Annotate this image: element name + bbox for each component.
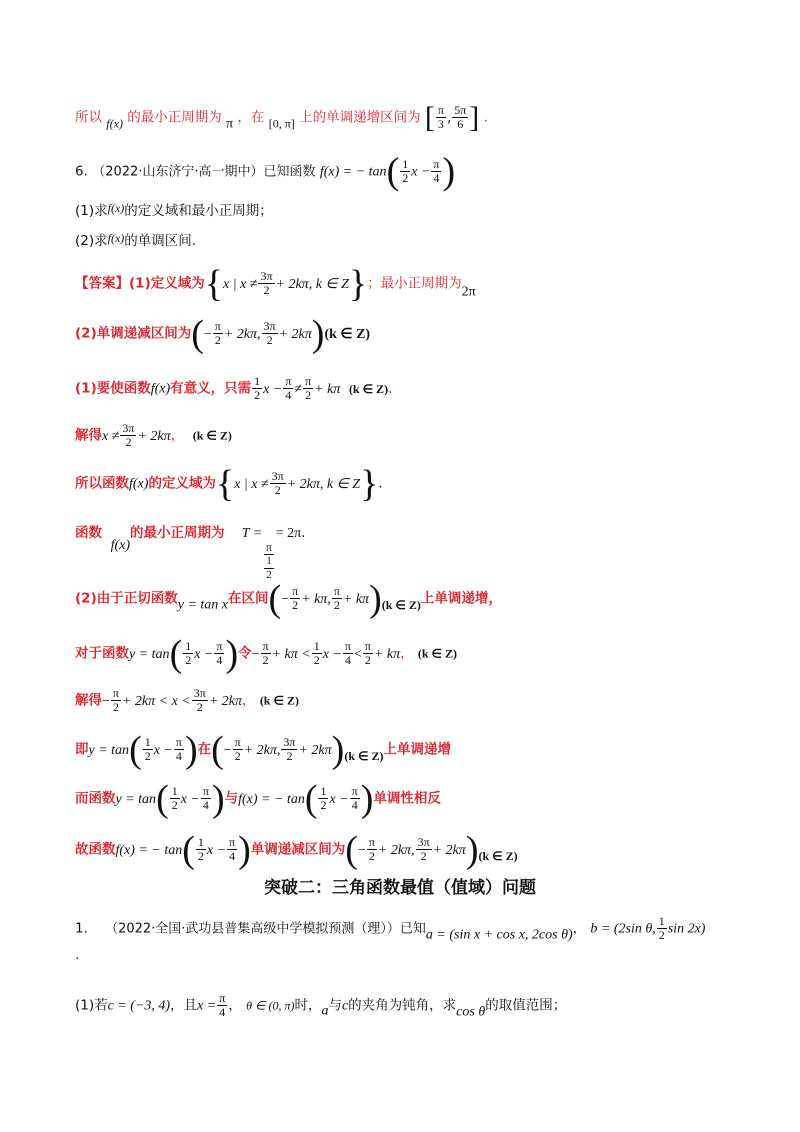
text: ， bbox=[170, 427, 185, 444]
math: f(x) = − tan bbox=[115, 842, 183, 858]
num: 3π bbox=[417, 835, 430, 849]
num: π bbox=[265, 540, 272, 554]
math-fx: f(x) bbox=[107, 201, 125, 215]
num: 1 bbox=[313, 639, 320, 653]
math-period: 2π bbox=[461, 284, 476, 300]
math: + kπ bbox=[342, 591, 370, 607]
num: π bbox=[437, 103, 444, 117]
text: 在区间 bbox=[228, 590, 269, 607]
text: . bbox=[301, 525, 306, 541]
math: (k ∈ Z) bbox=[478, 848, 518, 863]
num: π bbox=[344, 639, 351, 653]
text: ，且 bbox=[170, 997, 198, 1014]
math: y = tan bbox=[88, 742, 130, 758]
question-source: （2022·山东济宁·高一期中）已知函数 bbox=[92, 164, 316, 180]
num: π bbox=[262, 639, 269, 653]
text: 在 bbox=[197, 741, 212, 758]
text: (1)若 bbox=[75, 997, 108, 1014]
question-1-part-1 bbox=[75, 992, 566, 1023]
den: 2 bbox=[368, 849, 375, 863]
math: x − bbox=[322, 646, 342, 662]
line-period-summary bbox=[75, 100, 488, 135]
text: 上单调递增， bbox=[420, 590, 502, 607]
den: 2 bbox=[333, 598, 340, 612]
math-fx: f(x) bbox=[129, 476, 149, 492]
text: 故函数 bbox=[75, 841, 116, 858]
math: x − bbox=[263, 381, 283, 397]
math: − bbox=[203, 326, 212, 342]
num: 1 bbox=[185, 639, 192, 653]
math: + 2kπ < x < bbox=[121, 693, 191, 709]
question-1-dot bbox=[75, 945, 79, 965]
num: π bbox=[292, 584, 299, 598]
num: 1 bbox=[171, 784, 178, 798]
math: x − bbox=[329, 791, 349, 807]
text: . bbox=[75, 947, 80, 963]
math: − bbox=[251, 646, 260, 662]
num: π bbox=[364, 639, 371, 653]
num: 3π bbox=[283, 735, 296, 749]
den: 2 bbox=[185, 653, 192, 667]
num: 3π bbox=[263, 319, 276, 333]
num: 1 bbox=[266, 555, 272, 567]
den: 3 bbox=[437, 117, 444, 131]
den: 2 bbox=[313, 653, 320, 667]
text: 与 bbox=[224, 790, 239, 807]
question-1 bbox=[75, 915, 705, 946]
text: 的取值范围； bbox=[485, 997, 567, 1014]
answer-tag: 【答案】 bbox=[75, 275, 129, 292]
math: ≠ bbox=[294, 381, 303, 397]
text: (1)定义域为 bbox=[129, 275, 205, 292]
den: 4 bbox=[219, 1005, 226, 1019]
question-6-part-1 bbox=[75, 198, 273, 221]
num: 1 bbox=[144, 735, 151, 749]
den: 2 bbox=[144, 749, 151, 763]
num: π bbox=[219, 991, 226, 1005]
text: . bbox=[378, 475, 383, 492]
math-interval: [0, π] bbox=[268, 116, 295, 131]
text: 所以函数 bbox=[75, 475, 129, 492]
solution-line-1 bbox=[75, 375, 402, 402]
math: − bbox=[102, 693, 110, 709]
math: sin 2x) bbox=[667, 921, 706, 937]
question-source: （2022·全国·武功县普集高级中学模拟预测（理））已知 bbox=[105, 921, 426, 937]
text: 的单调区间. bbox=[124, 233, 197, 249]
section-heading: 突破二：三角函数最值（值域）问题 bbox=[264, 878, 536, 898]
text: 时， bbox=[294, 997, 322, 1014]
answer-line-1: 【答案】(1)定义域为{x | x ≠ $\frac{3\pi}{2}$ + 2kπ, k ∈ Z}；最小正周期为2π bbox=[75, 262, 476, 305]
den: 2 bbox=[658, 928, 665, 942]
den: 2 bbox=[254, 388, 261, 402]
math: + 2kπ, bbox=[377, 842, 415, 858]
math: + 2kπ bbox=[208, 693, 243, 709]
den: 2 bbox=[402, 171, 409, 185]
num: π bbox=[175, 735, 182, 749]
math-fx: f(x) bbox=[150, 381, 171, 397]
den: 4 bbox=[175, 749, 182, 763]
num: π bbox=[216, 639, 223, 653]
math: + kπ bbox=[373, 646, 401, 662]
den: 6 bbox=[457, 117, 464, 131]
num: π bbox=[214, 319, 221, 333]
num: 1 bbox=[658, 914, 665, 928]
text: ， bbox=[388, 380, 402, 397]
math: + kπ bbox=[314, 381, 341, 397]
solution-line-9: 而函数y = tan( $\frac{1}{2}$ x − $\frac{\pi}{4}$ )与f(x) = − tan( $\frac{1}{2}$ x − $\frac{\pi}{4}$ )单调性相反 bbox=[75, 777, 441, 820]
math: x | x ≠ bbox=[222, 276, 258, 292]
den: 2 bbox=[112, 700, 119, 714]
math: x − bbox=[206, 842, 227, 858]
den: 2 bbox=[171, 798, 178, 812]
math: y = tan bbox=[115, 791, 157, 807]
den: 2 bbox=[364, 653, 371, 667]
text: ，在 bbox=[237, 109, 265, 126]
den: 2 bbox=[274, 483, 281, 497]
den: 4 bbox=[351, 798, 358, 812]
text: . bbox=[483, 109, 488, 126]
math-pi: π bbox=[226, 116, 234, 132]
solution-line-7 bbox=[75, 687, 299, 714]
den: 4 bbox=[229, 849, 236, 863]
math: − bbox=[223, 742, 232, 758]
math: (k ∈ Z) bbox=[417, 646, 458, 661]
math: (k ∈ Z) bbox=[381, 597, 421, 612]
text: 上单调递增 bbox=[383, 741, 451, 758]
text: ， bbox=[400, 645, 414, 662]
text: (2)求 bbox=[75, 233, 108, 249]
num: π bbox=[351, 784, 358, 798]
den: 4 bbox=[216, 653, 223, 667]
text: 有意义，只需 bbox=[170, 380, 252, 397]
text: 单调性相反 bbox=[373, 790, 441, 807]
math-lhs: f(x) = − tan bbox=[319, 164, 387, 180]
solution-line-4 bbox=[75, 523, 305, 582]
den: 2 bbox=[292, 598, 299, 612]
math: + 2kπ bbox=[432, 842, 466, 858]
math: x − bbox=[180, 791, 200, 807]
math: x − bbox=[194, 646, 214, 662]
question-6: 6. （2022·山东济宁·高一期中）已知函数 f(x) = − tan( $\frac{1}{2}$ x − $\frac{\pi}{4}$ ) bbox=[75, 150, 456, 193]
den: 2 bbox=[286, 749, 293, 763]
num: π bbox=[112, 686, 119, 700]
math-vector-c: c = (−3, 4) bbox=[107, 998, 171, 1014]
text: 的夹角为钝角，求 bbox=[348, 997, 457, 1014]
num: π bbox=[202, 784, 209, 798]
text: (2)单调递减区间为 bbox=[75, 325, 192, 342]
math: + 2kπ, bbox=[223, 326, 261, 342]
math: x − bbox=[153, 742, 173, 758]
num: 1 bbox=[254, 374, 261, 388]
num: 1 bbox=[320, 784, 327, 798]
text: 所以 bbox=[75, 109, 102, 126]
den: 4 bbox=[285, 388, 292, 402]
text: 上的单调递增区间为 bbox=[299, 109, 421, 126]
solution-line-8: 即y = tan( $\frac{1}{2}$ x − $\frac{\pi}{4}$ )在(− $\frac{\pi}{2}$ + 2kπ, $\frac{3\pi}{2}$ + 2kπ)(k ∈ Z)上单调递增 bbox=[75, 728, 451, 771]
den: 2 bbox=[196, 700, 203, 714]
text: ， bbox=[228, 997, 242, 1014]
text: 令 bbox=[238, 645, 252, 662]
den: 2 bbox=[125, 435, 132, 449]
math: + 2kπ bbox=[137, 428, 171, 444]
text: 的最小正周期为 bbox=[127, 109, 222, 126]
math-vector-b: b = (2sin θ, bbox=[590, 921, 656, 937]
num: π bbox=[229, 835, 236, 849]
math: (k ∈ Z) bbox=[344, 748, 384, 763]
den: 2 bbox=[197, 849, 204, 863]
num: π bbox=[368, 835, 375, 849]
den: 2 bbox=[214, 333, 221, 347]
den: 2 bbox=[320, 798, 327, 812]
text: 的定义域为 bbox=[148, 475, 216, 492]
num: π bbox=[433, 157, 440, 171]
math: x = bbox=[197, 998, 217, 1014]
math: − bbox=[357, 842, 366, 858]
math-increasing-interval: [ $\frac{\pi}{3}$ , $\frac{5\pi}{6}$ ] bbox=[424, 100, 480, 134]
question-number: 1. bbox=[75, 920, 88, 937]
text: 的定义域和最小正周期； bbox=[124, 203, 273, 219]
num: π bbox=[234, 735, 241, 749]
math: x ≠ bbox=[102, 428, 120, 444]
math: y = tan x bbox=[177, 597, 228, 613]
solution-line-5: (2)由于正切函数y = tan x在区间(− $\frac{\pi}{2}$ + kπ, $\frac{\pi}{2}$ + kπ)(k ∈ Z)上单调递增， bbox=[75, 577, 502, 620]
text: 与 bbox=[328, 997, 342, 1014]
text: (2)由于正切函数 bbox=[75, 590, 178, 607]
math: + 2kπ, k ∈ Z bbox=[275, 276, 349, 292]
den: 2 bbox=[305, 388, 312, 402]
math: = 2π bbox=[275, 526, 302, 541]
solution-line-3: 所以函数f(x)的定义域为{x | x ≠ $\frac{3\pi}{2}$ + 2kπ, k ∈ Z}. bbox=[75, 462, 383, 505]
math: x | x ≠ bbox=[234, 476, 269, 492]
math-cos: cos θ bbox=[456, 1004, 486, 1020]
den: 2 bbox=[266, 569, 272, 581]
question-number: 6. bbox=[75, 163, 88, 180]
answer-line-2: (2)单调递减区间为(− $\frac{\pi}{2}$ + 2kπ, $\frac{3\pi}{2}$ + 2kπ)(k ∈ Z) bbox=[75, 312, 371, 355]
math: + 2kπ, bbox=[243, 742, 281, 758]
math-fx: f(x) bbox=[107, 231, 125, 245]
text: 而函数 bbox=[75, 790, 116, 807]
math: − bbox=[281, 591, 290, 607]
question-6-part-2 bbox=[75, 228, 196, 251]
den: 2 bbox=[266, 333, 273, 347]
solution-line-6: 对于函数y = tan( $\frac{1}{2}$ x − $\frac{\pi}{4}$ )令− $\frac{\pi}{2}$ + kπ < $\frac{1}{2}$ x − $\frac{\pi}{4}$ < $\frac{\pi}{2}$ + kπ， (k ∈ Z) bbox=[75, 632, 458, 675]
den: 2 bbox=[262, 653, 269, 667]
text: 解得 bbox=[75, 692, 102, 709]
den: 2 bbox=[263, 283, 270, 297]
math: f(x) = − tan bbox=[238, 791, 305, 807]
text: 单调递减区间为 bbox=[250, 841, 346, 858]
num: 3π bbox=[193, 686, 206, 700]
math: (k ∈ Z) bbox=[259, 693, 299, 708]
num: 1 bbox=[197, 835, 204, 849]
num: π bbox=[285, 374, 292, 388]
math: + 2kπ, k ∈ Z bbox=[286, 476, 361, 492]
text: 即 bbox=[75, 741, 89, 758]
solution-line-2 bbox=[75, 422, 232, 449]
num: π bbox=[305, 374, 312, 388]
den: 4 bbox=[433, 171, 440, 185]
num: π bbox=[333, 584, 340, 598]
text: ， bbox=[242, 692, 256, 709]
math: (k ∈ Z) bbox=[324, 326, 371, 342]
den: 4 bbox=[202, 798, 209, 812]
text: (1)要使函数 bbox=[75, 380, 151, 397]
text: ；最小正周期为 bbox=[367, 275, 462, 292]
math-fx: f(x) bbox=[110, 538, 131, 553]
num: 1 bbox=[402, 157, 409, 171]
math: (k ∈ Z) bbox=[192, 428, 232, 443]
math: + 2kπ bbox=[278, 326, 312, 342]
math-x: x − bbox=[411, 164, 431, 180]
den: 2 bbox=[234, 749, 241, 763]
math-vector-a: a bbox=[321, 1003, 329, 1019]
math: < bbox=[353, 646, 362, 662]
math: + kπ, bbox=[301, 591, 331, 607]
den: 2 bbox=[420, 849, 427, 863]
math: + kπ < bbox=[271, 646, 311, 662]
math: y = tan bbox=[129, 646, 170, 662]
math: (k ∈ Z) bbox=[348, 381, 389, 396]
num: 5π bbox=[454, 103, 467, 117]
math-fx: f(x) bbox=[106, 116, 123, 131]
num: 3π bbox=[271, 469, 284, 483]
den: 4 bbox=[344, 653, 351, 667]
math-theta: θ ∈ (0, π) bbox=[246, 998, 295, 1013]
math-vector-a: a = (sin x + cos x, 2cos θ) bbox=[425, 927, 573, 943]
math: + 2kπ bbox=[298, 742, 332, 758]
text: 的最小正周期为 bbox=[130, 525, 225, 541]
math-vector-c: c bbox=[341, 998, 349, 1014]
text: ， bbox=[572, 920, 587, 937]
num: 3π bbox=[122, 421, 135, 435]
text: 解得 bbox=[75, 427, 102, 444]
text: (1)求 bbox=[75, 203, 108, 219]
text: 函数 bbox=[75, 525, 102, 541]
num: 3π bbox=[260, 269, 273, 283]
text: 对于函数 bbox=[75, 645, 129, 662]
solution-line-10: 故函数f(x) = − tan( $\frac{1}{2}$ x − $\frac{\pi}{4}$ )单调递减区间为(− $\frac{\pi}{2}$ + 2kπ, $\frac{3\pi}{2}$ + 2kπ)(k ∈ Z) bbox=[75, 828, 518, 871]
math: T = bbox=[241, 526, 263, 541]
